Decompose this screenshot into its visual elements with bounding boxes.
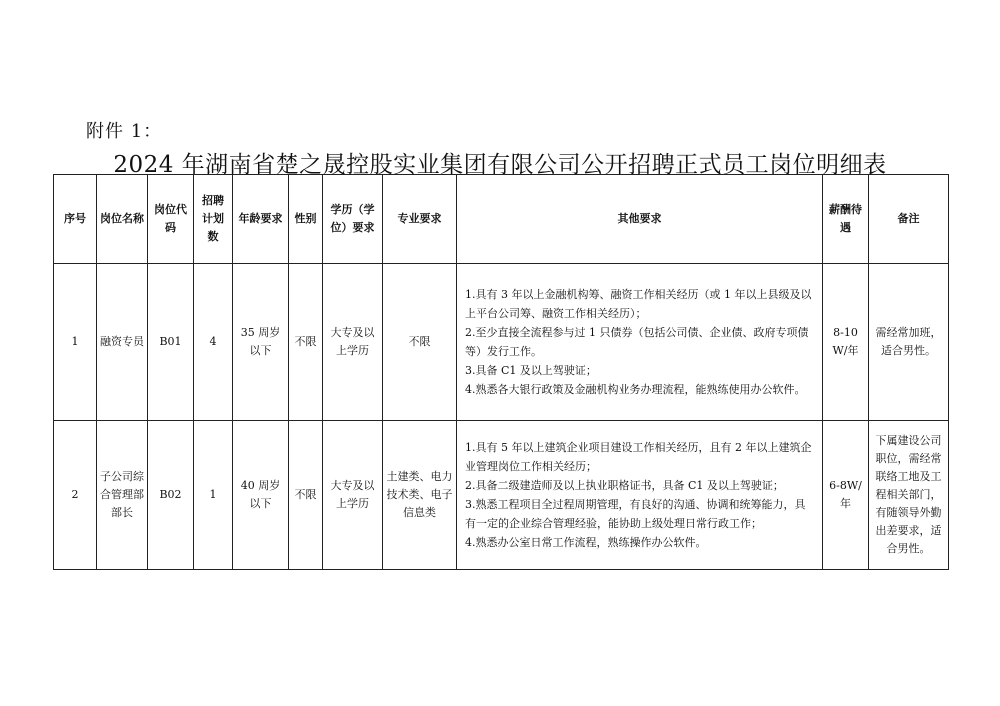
header-salary: 薪酬待遇 [823, 175, 869, 264]
cell-position-name: 子公司综合管理部部长 [97, 421, 148, 570]
cell-gender: 不限 [289, 421, 323, 570]
cell-seq: 1 [54, 264, 97, 421]
header-remarks: 备注 [869, 175, 949, 264]
cell-major: 土建类、电力技术类、电子信息类 [383, 421, 457, 570]
document-title: 2024 年湖南省楚之晟控股实业集团有限公司公开招聘正式员工岗位明细表 [113, 152, 887, 178]
requirement-line: 4.熟悉各大银行政策及金融机构业务办理流程，能熟练使用办公软件。 [465, 383, 806, 396]
requirement-line: 1.具有 5 年以上建筑企业项目建设工作相关经历，且有 2 年以上建筑企业管理岗位工作相关经历； [465, 441, 812, 473]
cell-headcount: 4 [194, 264, 233, 421]
cell-position-name: 融资专员 [97, 264, 148, 421]
cell-other-requirements [457, 421, 823, 570]
requirement-line: 2.至少直接全流程参与过 1 只债券（包括公司债、企业债、政府专项债等）发行工作。 [465, 326, 809, 358]
job-positions-table [53, 174, 949, 570]
cell-education: 大专及以上学历 [323, 421, 383, 570]
cell-other-requirements [457, 264, 823, 421]
cell-seq: 2 [54, 421, 97, 570]
cell-headcount: 1 [194, 421, 233, 570]
header-headcount: 招聘计划数 [194, 175, 233, 264]
requirement-line: 3.熟悉工程项目全过程周期管理，有良好的沟通、协调和统筹能力，具有一定的企业综合管理经验，能协助上级处理日常行政工作； [465, 498, 806, 530]
header-position-name: 岗位名称 [97, 175, 148, 264]
cell-salary: 6-8W/年 [823, 421, 869, 570]
table-row [54, 264, 949, 421]
cell-education: 大专及以上学历 [323, 264, 383, 421]
requirement-line: 1.具有 3 年以上金融机构筹、融资工作相关经历（或 1 年以上县级及以上平台公司筹、融资工作相关经历）； [465, 288, 812, 320]
cell-salary: 8-10W/年 [823, 264, 869, 421]
header-education: 学历（学位）要求 [323, 175, 383, 264]
cell-major: 不限 [383, 264, 457, 421]
header-position-code: 岗位代码 [148, 175, 194, 264]
cell-remarks: 下属建设公司职位，需经常联络工地及工程相关部门，有随领导外勤出差要求，适合男性。 [869, 421, 949, 570]
cell-age: 40 周岁以下 [233, 421, 289, 570]
cell-position-code: B02 [148, 421, 194, 570]
requirement-line: 2.具备二级建造师及以上执业职格证书，具备 C1 及以上驾驶证； [465, 479, 784, 492]
cell-gender: 不限 [289, 264, 323, 421]
cell-age: 35 周岁以下 [233, 264, 289, 421]
cell-position-code: B01 [148, 264, 194, 421]
header-other: 其他要求 [457, 175, 823, 264]
requirement-line: 4.熟悉办公室日常工作流程，熟练操作办公软件。 [465, 536, 707, 549]
attachment-label: 附件 1： [86, 121, 163, 142]
requirement-line: 3.具备 C1 及以上驾驶证； [465, 364, 597, 377]
table-header-row [54, 175, 949, 264]
header-gender: 性别 [289, 175, 323, 264]
header-age: 年龄要求 [233, 175, 289, 264]
header-seq: 序号 [54, 175, 97, 264]
cell-remarks: 需经常加班，适合男性。 [869, 264, 949, 421]
table-row [54, 421, 949, 570]
header-major: 专业要求 [383, 175, 457, 264]
